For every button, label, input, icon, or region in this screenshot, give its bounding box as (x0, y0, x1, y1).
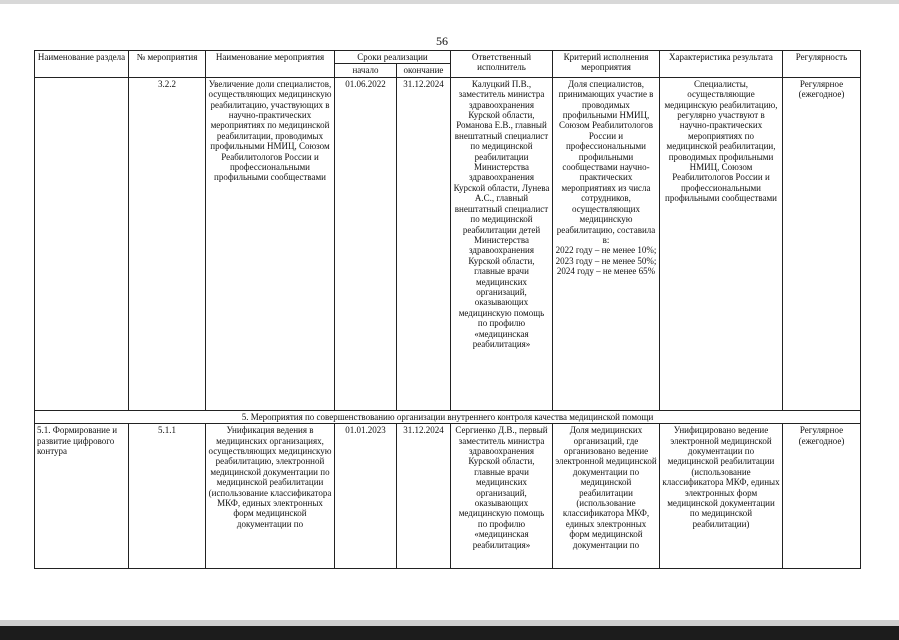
cell-start: 01.01.2023 (335, 424, 397, 569)
criterion-year-2023: 2023 году – не менее 50%; (555, 255, 657, 266)
cell-criterion (553, 77, 660, 410)
cell-result: Специалисты, осуществляющие медицинскую реабилитацию, регулярно участвуют в научно-практических мероприятиях по медицинской реабилитации, проводимых профильными НМИЦ, Союзом Реабилитологов России и профессиональными профильными сообществами (660, 77, 783, 410)
col-event-name: Наименование мероприятия (206, 51, 335, 78)
criterion-text: Доля специалистов, принимающих участие в проводимых профильными НМИЦ, Союзом Реабилитологов России и профессиональными профильными сообществами научно-практических мероприятиях из числа сотрудников, осуществляющих медицинскую реабилитацию, составила в: (556, 78, 656, 245)
col-deadlines: Сроки реализации (335, 51, 451, 64)
table-row (35, 77, 861, 410)
col-start: начало (335, 64, 397, 77)
scan-edge-bottom (0, 626, 899, 640)
col-event-number: № мероприятия (129, 51, 206, 78)
col-end: окончание (397, 64, 451, 77)
table-row (35, 424, 861, 569)
plan-table (34, 50, 861, 569)
col-section-name: Наименование раздела (35, 51, 129, 78)
cell-number: 5.1.1 (129, 424, 206, 569)
cell-result: Унифицировано ведение электронной медицинской документации по медицинской реабилитации (использование классификатора МКФ, единых электронных форм медицинской документации по медицинской реабилитации) (660, 424, 783, 569)
cell-criterion: Доля медицинских организаций, где организовано ведение электронной медицинской документации по медицинской реабилитации (использование классификатора МКФ, единых электронных форм медицинской документации по (553, 424, 660, 569)
cell-regularity: Регулярное (ежегодное) (783, 424, 861, 569)
cell-regularity: Регулярное (ежегодное) (783, 77, 861, 410)
cell-number: 3.2.2 (129, 77, 206, 410)
cell-end: 31.12.2024 (397, 77, 451, 410)
scan-edge-top (0, 0, 899, 4)
col-result: Характеристика результата (660, 51, 783, 78)
cell-responsible: Сергиенко Д.В., первый заместитель министра здравоохранения Курской области, главные врачи медицинских организаций, оказывающих медицинскую помощь по профилю «медицинская реабилитация» (451, 424, 553, 569)
page-number: 56 (436, 34, 448, 48)
cell-name: Унификация ведения в медицинских организациях, осуществляющих медицинскую реабилитацию, электронной медицинской документации по медицинской реабилитации (использование классификатора МКФ, единых электронных форм медицинской документации по (206, 424, 335, 569)
col-criterion: Критерий исполнения мероприятия (553, 51, 660, 78)
col-regularity: Регулярность (783, 51, 861, 78)
cell-section: 5.1. Формирование и развитие цифрового контура (35, 424, 129, 569)
section-title: 5. Мероприятия по совершенствованию организации внутреннего контроля качества медицинской помощи (35, 410, 861, 423)
col-responsible: Ответственный исполнитель (451, 51, 553, 78)
cell-name: Увеличение доли специалистов, осуществляющих медицинскую реабилитацию, участвующих в научно-практических мероприятиях по медицинской реабилитации, проводимых профильными НМИЦ, Союзом Реабилитологов России и профессиональными профильными сообществами (206, 77, 335, 410)
cell-responsible: Калуцкий П.В., заместитель министра здравоохранения Курской области, Романова Е.В., главный внештатный специалист по медицинской реабилитации Министерства здравоохранения Курской области, Лунева А.С., главный внештатный специалист по медицинской реабилитации детей Министерства здравоохранения Курской области, главные врачи медицинских организаций, оказывающих медицинскую помощь по профилю «медицинская реабилитация» (451, 77, 553, 410)
cell-start: 01.06.2022 (335, 77, 397, 410)
cell-section (35, 77, 129, 410)
criterion-year-2022: 2022 году – не менее 10%; (555, 245, 657, 256)
cell-end: 31.12.2024 (397, 424, 451, 569)
section-title-row (35, 410, 861, 423)
criterion-year-2024: 2024 году – не менее 65% (556, 266, 656, 277)
